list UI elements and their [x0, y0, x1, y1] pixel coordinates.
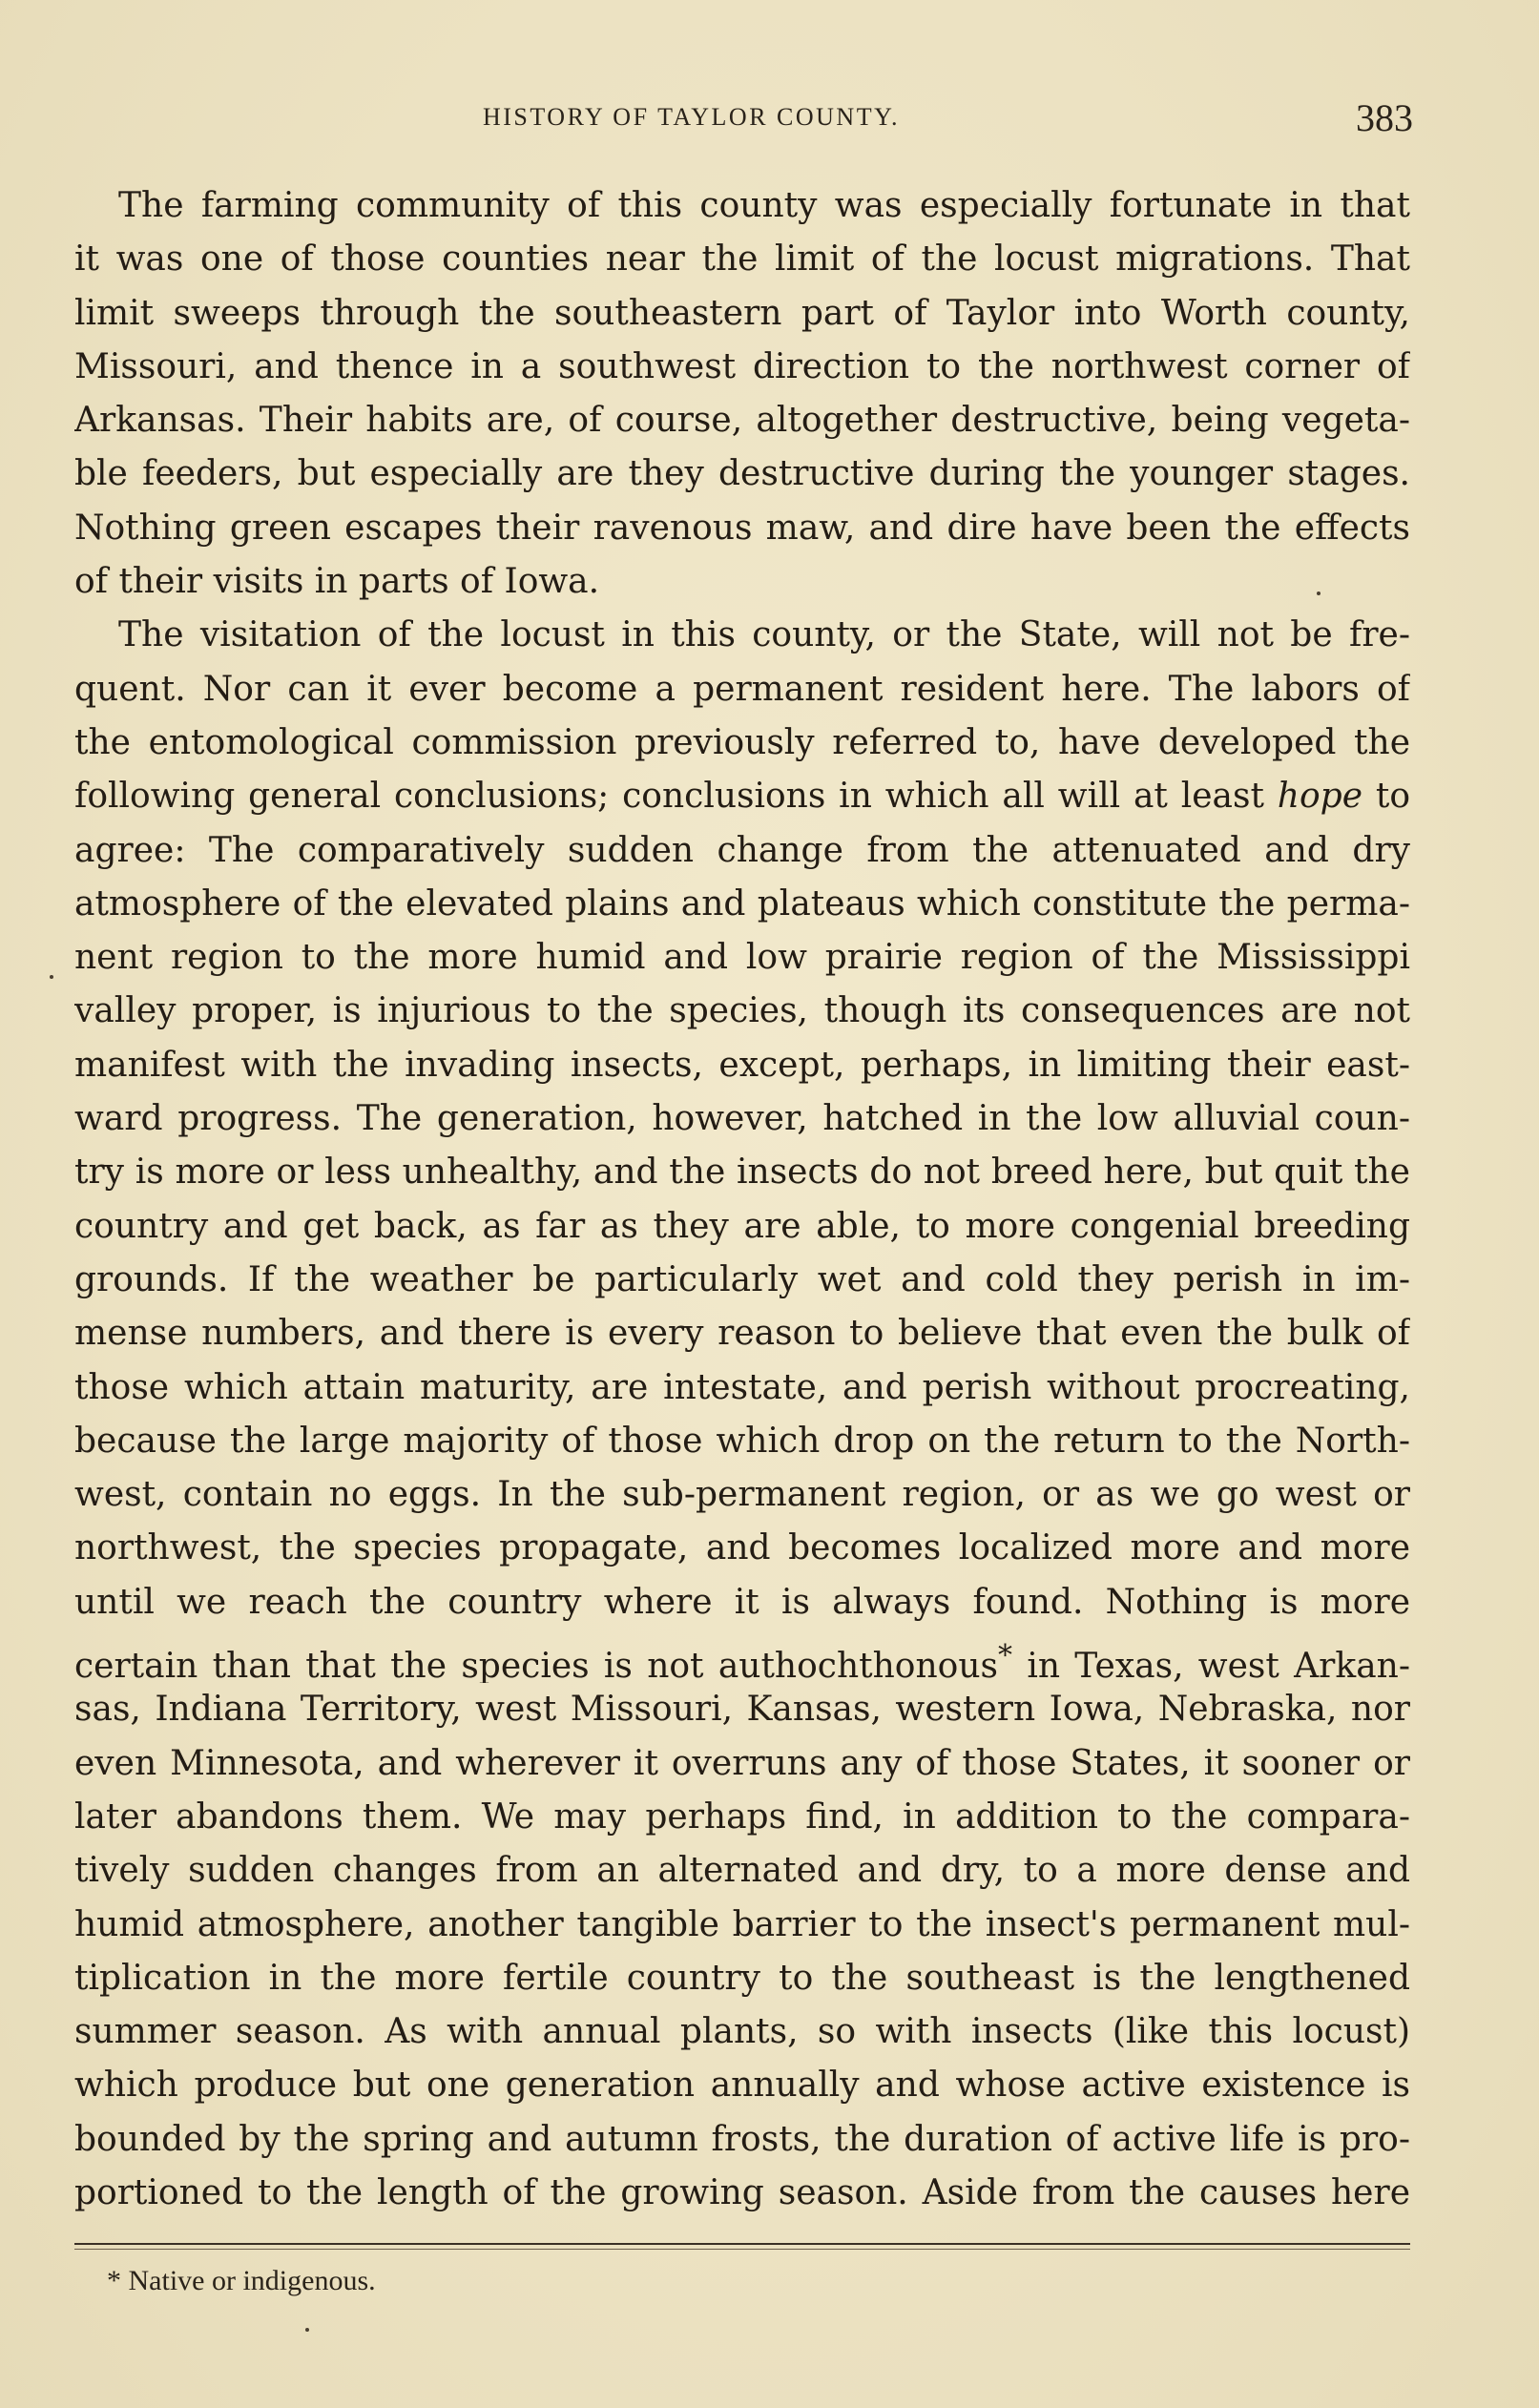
text-fragment: certain than that the species is not authochthonous [74, 1647, 998, 1684]
text-line: Missouri, and thence in a southwest direction to the northwest corner of [74, 346, 1410, 386]
text-line: summer season. As with annual plants, so with insects (like this locust) [74, 2012, 1410, 2052]
footnote: * Native or indigenous. [107, 2265, 376, 2296]
text-line: those which attain maturity, are intestate, and perish without procreating, [74, 1367, 1410, 1407]
text-line: mense numbers, and there is every reason to believe that even the bulk of [74, 1314, 1410, 1354]
text-line: limit sweeps through the southeastern part of Taylor into Worth county, [74, 293, 1410, 333]
text-line: it was one of those counties near the limit of the locust migrations. That [74, 239, 1410, 280]
paper-speck [305, 2328, 309, 2332]
text-line: tively sudden changes from an alternated and dry, to a more dense and [74, 1851, 1410, 1891]
running-head: HISTORY OF TAYLOR COUNTY. [483, 103, 901, 131]
text-fragment: to [1375, 777, 1410, 817]
text-line: of their visits in parts of Iowa. [74, 562, 600, 602]
text-line: portioned to the length of the growing season. Aside from the causes here [74, 2172, 1410, 2212]
text-line: even Minnesota, and wherever it overruns any of those States, it sooner or [74, 1743, 1410, 1783]
text-line: west, contain no eggs. In the sub-permanent region, or as we go west or [74, 1475, 1410, 1515]
text-line-with-italic [74, 770, 1410, 823]
footnote-rule [74, 2243, 1410, 2245]
text-line: because the large majority of those which drop on the return to the North- [74, 1421, 1410, 1461]
text-line: grounds. If the weather be particularly wet and cold they perish in im- [74, 1259, 1410, 1299]
text-line: country and get back, as far as they are able, to more congenial breeding [74, 1206, 1410, 1246]
text-line: The farming community of this county was especially fortunate in that [118, 186, 1410, 225]
text-line: northwest, the species propagate, and becomes localized more and more [74, 1528, 1410, 1568]
text-line: The visitation of the locust in this county, or the State, will not be fre- [118, 615, 1410, 655]
text-line: nent region to the more humid and low prairie region of the Mississippi [74, 938, 1410, 978]
paper-speck [50, 975, 53, 979]
italic-word: hope [1277, 777, 1363, 817]
text-line: ward progress. The generation, however, hatched in the low alluvial coun- [74, 1099, 1410, 1139]
text-line: later abandons them. We may perhaps find, in addition to the compara- [74, 1796, 1410, 1837]
text-line: tiplication in the more fertile country to the southeast is the lengthened [74, 1958, 1410, 1998]
footnote-marker: * [998, 1639, 1012, 1673]
text-line: atmosphere of the elevated plains and plateaus which constitute the perma- [74, 883, 1410, 924]
text-line: valley proper, is injurious to the species, though its consequences are not [74, 991, 1410, 1031]
paper-speck [1317, 592, 1321, 595]
text-line: Nothing green escapes their ravenous maw, and dire have been the effects [74, 508, 1410, 548]
text-line: Arkansas. Their habits are, of course, altogether destructive, being vegeta- [74, 401, 1410, 441]
text-fragment: in Texas, west Arkan- [1027, 1647, 1410, 1684]
body-text [74, 179, 1410, 2220]
text-line: sas, Indiana Territory, west Missouri, Kansas, western Iowa, Nebraska, nor [74, 1690, 1410, 1730]
page-number: 383 [1356, 96, 1413, 139]
text-line: ble feeders, but especially are they destructive during the younger stages. [74, 454, 1410, 494]
text-line: which produce but one generation annually and whose active existence is [74, 2065, 1410, 2106]
text-line: quent. Nor can it ever become a permanent resident here. The labors of [74, 669, 1410, 709]
text-line-with-footnote-marker [74, 1630, 1410, 1683]
footnote-rule-thin [74, 2249, 1410, 2250]
text-line: manifest with the invading insects, except, perhaps, in limiting their east- [74, 1045, 1410, 1085]
text-line: bounded by the spring and autumn frosts, the duration of active life is pro- [74, 2119, 1410, 2159]
text-line: until we reach the country where it is always found. Nothing is more [74, 1582, 1410, 1622]
text-line: agree: The comparatively sudden change from the attenuated and dry [74, 830, 1410, 870]
text-line: the entomological commission previously referred to, have developed the [74, 722, 1410, 762]
text-line: humid atmosphere, another tangible barrier to the insect's permanent mul- [74, 1904, 1410, 1944]
text-line: try is more or less unhealthy, and the insects do not breed here, but quit the [74, 1152, 1410, 1193]
text-fragment: following general conclusions; conclusions in which all will at least [74, 777, 1264, 817]
